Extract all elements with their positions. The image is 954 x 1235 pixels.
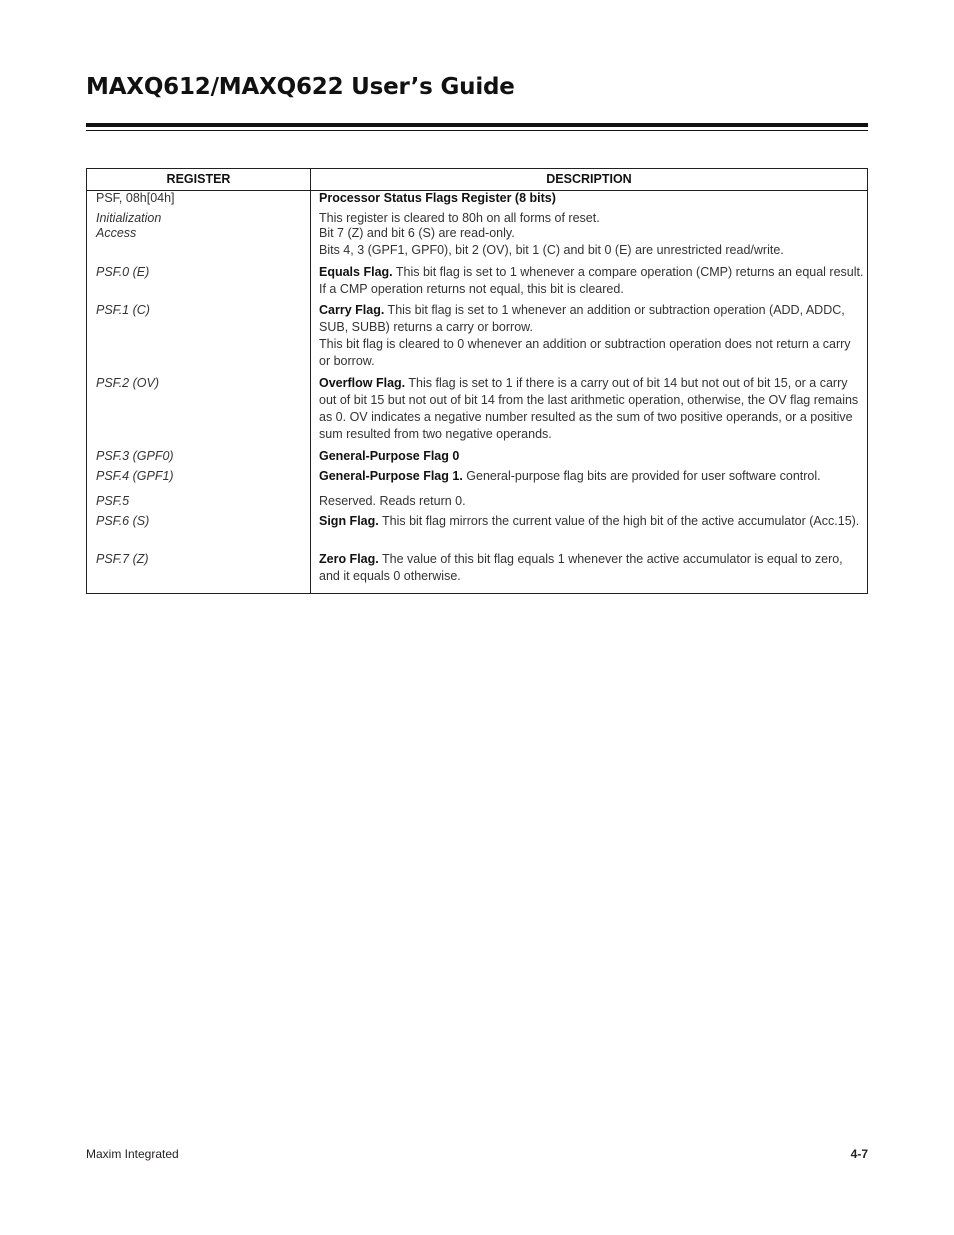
register-name: PSF.0 (E) [96,265,150,279]
register-name: PSF.1 (C) [96,303,150,317]
description [319,190,864,207]
description: Bit 7 (Z) and bit 6 (S) are read-only. [319,226,515,240]
description-text: The value of this bit flag equals 1 whenever the active accumulator is equal to zero, and it equals 0 otherwise. [319,552,843,583]
register-name: Access [96,226,137,240]
register-name: PSF.2 (OV) [96,376,159,390]
description-text: General-purpose flag bits are provided for user software control. [462,469,821,483]
description [319,264,864,298]
description-title: Processor Status Flags Register (8 bits) [319,191,556,205]
register-name: PSF.3 (GPF0) [96,449,174,463]
description-text: This flag is set to 1 if there is a carry out of bit 14 but not out of bit 15, or a carry out of bit 15 but not out of bit 14 from the last arithmetic operation, otherwise, the OV flag remains as 0. OV indicates a negative number resulted as the sum of two positive operands, or a positive sum resulted from two negative operands. [319,376,859,441]
register-name: PSF.6 (S) [96,514,150,528]
description [319,448,864,465]
description [319,375,864,443]
description [319,468,864,485]
description-text: This bit flag is cleared to 0 whenever an addition or subtraction operation does not return a carry or borrow. [319,337,851,368]
description-title: Equals Flag. [319,265,393,279]
description: Reserved. Reads return 0. [319,494,466,508]
register-table [86,168,868,594]
footer-publisher: Maxim Integrated [86,1147,179,1161]
description-title: Overflow Flag. [319,376,406,390]
column-header-register: REGISTER [166,172,231,186]
description-title: Carry Flag. [319,303,385,317]
description-title: General-Purpose Flag 0 [319,449,460,463]
register-name: Initialization [96,211,162,225]
description-title: General-Purpose Flag 1. [319,469,463,483]
description-title: Zero Flag. [319,552,379,566]
description: Bits 4, 3 (GPF1, GPF0), bit 2 (OV), bit 1 (C) and bit 0 (E) are unrestricted read/write. [319,243,784,257]
register-name: PSF.4 (GPF1) [96,469,174,483]
description-text: This bit flag is set to 1 whenever a compare operation (CMP) returns an equal result. If a CMP operation returns not equal, this bit is cleared. [319,265,864,296]
column-header-description: DESCRIPTION [546,172,632,186]
column-divider [310,169,311,593]
description: This register is cleared to 80h on all forms of reset. [319,211,600,225]
page-title: MAXQ612/MAXQ622 User’s Guide [86,74,515,100]
description [319,302,864,370]
title-rule-thin [86,130,868,131]
register-name: PSF.7 (Z) [96,552,149,566]
description-text: This bit flag mirrors the current value of the high bit of the active accumulator (Acc.15). [378,514,860,528]
register-name: PSF, 08h[04h] [96,191,175,205]
register-name: PSF.5 [96,494,130,508]
description [319,513,864,530]
description [319,551,864,585]
title-rule-thick [86,123,868,127]
description-text: This bit flag is set to 1 whenever an addition or subtraction operation (ADD, ADDC, SUB, SUBB) returns a carry or borrow. [319,303,845,334]
page-number: 4-7 [850,1147,868,1161]
description-title: Sign Flag. [319,514,379,528]
